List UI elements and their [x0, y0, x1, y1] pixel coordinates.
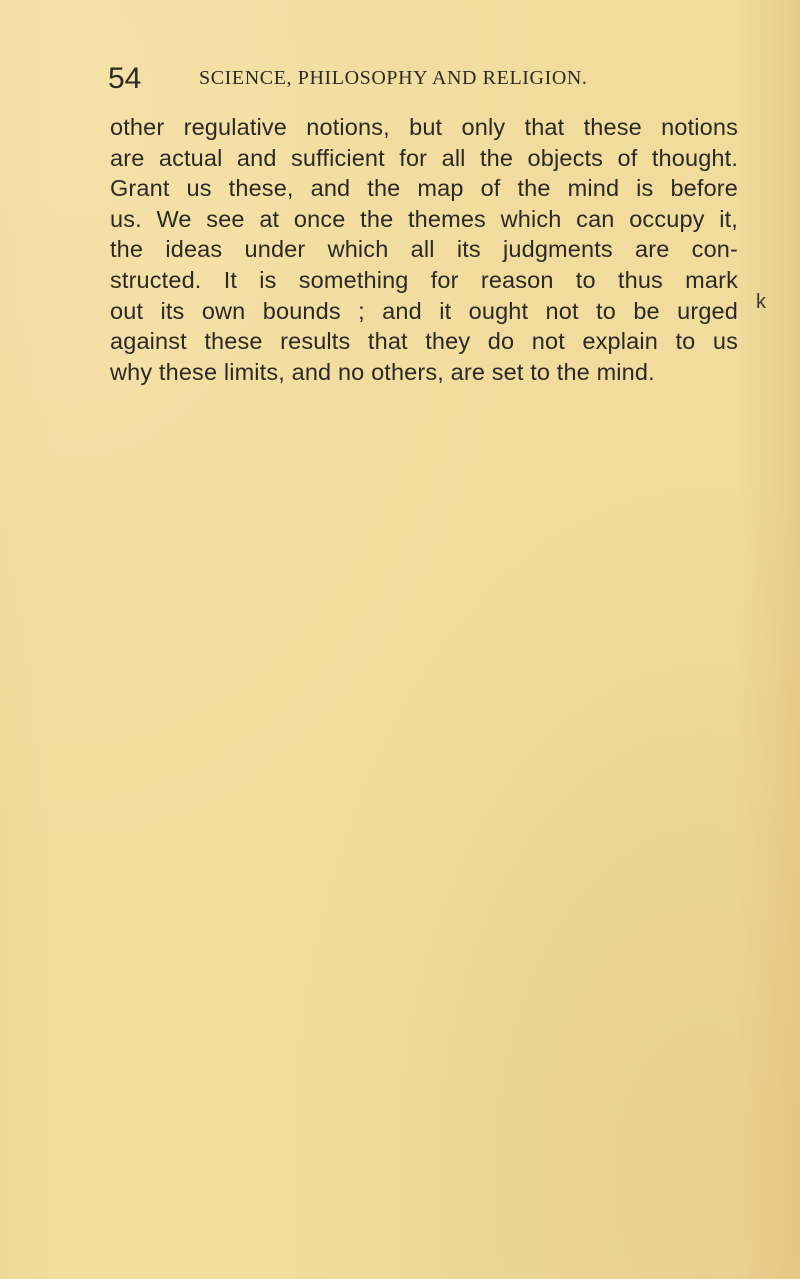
text-line: the ideas under which all its judgments are con-	[110, 236, 738, 263]
text-line: other regulative notions, but only that these notions	[110, 114, 738, 140]
margin-mark: k	[756, 291, 766, 313]
text-line: out its own bounds ; and it ought not to be urged	[110, 297, 738, 324]
running-head	[108, 62, 668, 96]
running-title: SCIENCE, PHILOSOPHY AND RELIGION.	[199, 67, 588, 89]
text-line: Grant us these, and the map of the mind is before	[110, 175, 738, 202]
page-number: 54	[108, 62, 142, 95]
body-paragraph	[110, 112, 750, 387]
text-line: why these limits, and no others, are set to the mind.	[110, 358, 655, 385]
text-line: structed. It is something for reason to thus mark	[110, 266, 738, 293]
text-line: against these results that they do not explain to us	[110, 328, 738, 355]
text-line: us. We see at once the themes which can occupy it,	[110, 205, 738, 232]
text-line: are actual and sufficient for all the objects of thought.	[110, 144, 738, 171]
